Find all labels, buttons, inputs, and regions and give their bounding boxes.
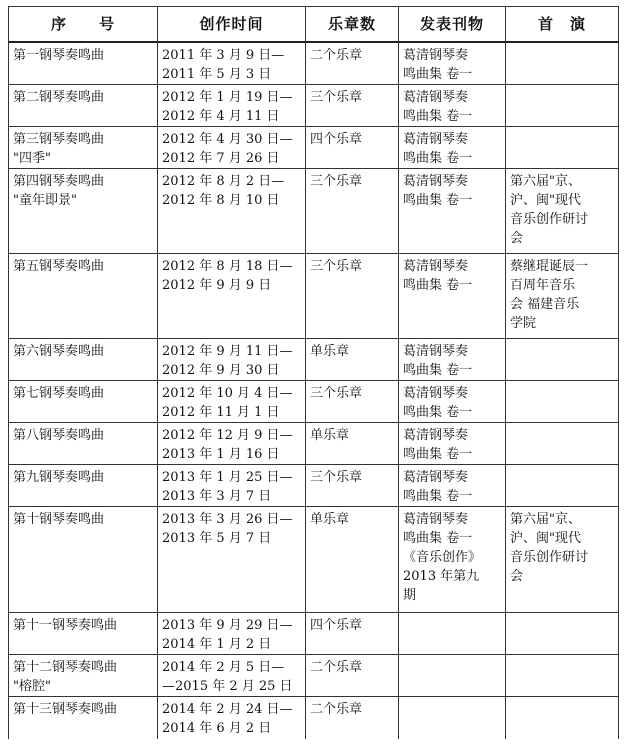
sonata-name-line: 第九钢琴奏鸣曲 xyxy=(13,470,105,485)
composition-time-line: 2012 年 9 月 11 日— xyxy=(162,344,293,359)
publication-cell xyxy=(399,169,506,254)
movement-count-text: 三个乐章 xyxy=(310,259,363,274)
composition-time-line: 2013 年 3 月 7 日 xyxy=(162,489,272,504)
publication-line: 鸣曲集 卷一 xyxy=(403,151,473,166)
premiere-cell xyxy=(506,339,619,381)
sonata-name-line: 第七钢琴奏鸣曲 xyxy=(13,386,105,401)
publication-cell xyxy=(399,254,506,339)
sonata-name-line: "童年即景" xyxy=(13,193,77,208)
publication-line: 鸣曲集 卷一 xyxy=(403,447,473,462)
premiere-cell xyxy=(506,423,619,465)
sonata-name-cell xyxy=(9,254,158,339)
publication-cell xyxy=(399,423,506,465)
table-row xyxy=(9,42,619,85)
publication-cell xyxy=(399,507,506,613)
publication-line: 鸣曲集 卷一 xyxy=(403,67,473,82)
publication-cell xyxy=(399,339,506,381)
sonata-name-cell xyxy=(9,42,158,85)
sonata-name-line: 第一钢琴奏鸣曲 xyxy=(13,48,105,63)
publication-line: 鸣曲集 卷一 xyxy=(403,363,473,378)
movement-count-cell xyxy=(306,381,399,423)
sonata-name-line: 第四钢琴奏鸣曲 xyxy=(13,174,105,189)
movement-count-text: 单乐章 xyxy=(310,428,350,443)
table-row xyxy=(9,697,619,739)
header-movement-count: 乐章数 xyxy=(306,7,399,43)
table-row xyxy=(9,254,619,339)
publication-line: 鸣曲集 卷一 xyxy=(403,193,473,208)
header-premiere: 首 演 xyxy=(506,7,619,43)
sonata-name-cell xyxy=(9,339,158,381)
composition-time-line: —2015 年 2 月 25 日 xyxy=(162,679,293,694)
publication-cell xyxy=(399,127,506,169)
sonata-name-cell xyxy=(9,85,158,127)
premiere-line: 会 xyxy=(510,569,524,584)
movement-count-text: 二个乐章 xyxy=(310,702,363,717)
premiere-cell xyxy=(506,42,619,85)
composition-time-cell xyxy=(158,613,306,655)
table-row xyxy=(9,423,619,465)
movement-count-cell xyxy=(306,655,399,697)
movement-count-text: 三个乐章 xyxy=(310,90,363,105)
publication-line: 鸣曲集 卷一 xyxy=(403,109,473,124)
publication-line: 鸣曲集 卷一 xyxy=(403,489,473,504)
composition-time-line: 2014 年 6 月 2 日 xyxy=(162,721,272,736)
table-row xyxy=(9,507,619,613)
header-publication: 发表刊物 xyxy=(399,7,506,43)
premiere-cell xyxy=(506,465,619,507)
movement-count-cell xyxy=(306,127,399,169)
composition-time-line: 2013 年 3 月 26 日— xyxy=(162,512,293,527)
composition-time-cell xyxy=(158,507,306,613)
table-row xyxy=(9,339,619,381)
movement-count-cell xyxy=(306,85,399,127)
composition-time-line: 2012 年 8 月 10 日 xyxy=(162,193,280,208)
composition-time-cell xyxy=(158,423,306,465)
sonata-name-line: 第三钢琴奏鸣曲 xyxy=(13,132,105,147)
composition-time-line: 2012 年 7 月 26 日 xyxy=(162,151,280,166)
premiere-cell xyxy=(506,613,619,655)
movement-count-cell xyxy=(306,613,399,655)
sonata-name-cell xyxy=(9,465,158,507)
composition-time-line: 2012 年 9 月 9 日 xyxy=(162,278,272,293)
sonata-name-cell xyxy=(9,507,158,613)
sonata-name-line: 第十二钢琴奏鸣曲 xyxy=(13,660,118,675)
table-row xyxy=(9,655,619,697)
composition-time-cell xyxy=(158,381,306,423)
sonata-name-cell xyxy=(9,381,158,423)
publication-line: 葛清钢琴奏 xyxy=(403,90,469,105)
publication-line: 2013 年第九 xyxy=(403,569,480,584)
premiere-line: 学院 xyxy=(510,316,537,331)
movement-count-cell xyxy=(306,697,399,739)
movement-count-cell xyxy=(306,42,399,85)
publication-line: 葛清钢琴奏 xyxy=(403,428,469,443)
publication-cell xyxy=(399,85,506,127)
composition-time-line: 2013 年 5 月 7 日 xyxy=(162,531,272,546)
composition-time-line: 2013 年 9 月 29 日— xyxy=(162,618,293,633)
premiere-line: 百周年音乐 xyxy=(510,278,576,293)
composition-time-line: 2013 年 1 月 16 日 xyxy=(162,447,280,462)
table-row xyxy=(9,465,619,507)
composition-time-line: 2012 年 4 月 30 日— xyxy=(162,132,293,147)
movement-count-text: 二个乐章 xyxy=(310,48,363,63)
composition-time-cell xyxy=(158,697,306,739)
premiere-line: 沪、闽"现代 xyxy=(510,531,581,546)
movement-count-cell xyxy=(306,507,399,613)
sonata-name-line: "四季" xyxy=(13,151,51,166)
movement-count-text: 四个乐章 xyxy=(310,132,363,147)
movement-count-text: 三个乐章 xyxy=(310,386,363,401)
table-row xyxy=(9,169,619,254)
publication-cell xyxy=(399,42,506,85)
movement-count-text: 三个乐章 xyxy=(310,470,363,485)
premiere-cell xyxy=(506,85,619,127)
premiere-cell xyxy=(506,169,619,254)
table-row xyxy=(9,613,619,655)
movement-count-text: 四个乐章 xyxy=(310,618,363,633)
sonata-name-line: 第八钢琴奏鸣曲 xyxy=(13,428,105,443)
premiere-line: 音乐创作研讨 xyxy=(510,550,589,565)
movement-count-cell xyxy=(306,169,399,254)
publication-cell xyxy=(399,613,506,655)
publication-cell xyxy=(399,697,506,739)
table-row xyxy=(9,127,619,169)
premiere-line: 音乐创作研讨 xyxy=(510,212,589,227)
header-number: 序 号 xyxy=(9,7,158,43)
sonata-name-cell xyxy=(9,169,158,254)
premiere-line: 蔡继琨诞辰一 xyxy=(510,259,589,274)
sonata-name-cell xyxy=(9,655,158,697)
movement-count-cell xyxy=(306,339,399,381)
composition-time-line: 2011 年 3 月 9 日— xyxy=(162,48,285,63)
sonata-name-line: 第六钢琴奏鸣曲 xyxy=(13,344,105,359)
sonata-name-line: 第十钢琴奏鸣曲 xyxy=(13,512,105,527)
sonata-name-line: 第二钢琴奏鸣曲 xyxy=(13,90,105,105)
premiere-cell xyxy=(506,254,619,339)
publication-cell xyxy=(399,655,506,697)
premiere-line: 沪、闽"现代 xyxy=(510,193,581,208)
publication-cell xyxy=(399,465,506,507)
sonata-catalog-table xyxy=(8,6,619,739)
movement-count-text: 二个乐章 xyxy=(310,660,363,675)
composition-time-cell xyxy=(158,169,306,254)
publication-line: 《音乐创作》 xyxy=(403,550,482,565)
composition-time-line: 2013 年 1 月 25 日— xyxy=(162,470,293,485)
publication-line: 鸣曲集 卷一 xyxy=(403,278,473,293)
composition-time-line: 2012 年 11 月 1 日 xyxy=(162,405,280,420)
composition-time-cell xyxy=(158,465,306,507)
sonata-name-line: 第十一钢琴奏鸣曲 xyxy=(13,618,118,633)
composition-time-line: 2014 年 1 月 2 日 xyxy=(162,637,272,652)
sonata-name-line: "榕腔" xyxy=(13,679,51,694)
composition-time-line: 2014 年 2 月 24 日— xyxy=(162,702,293,717)
publication-line: 期 xyxy=(403,588,417,603)
publication-line: 葛清钢琴奏 xyxy=(403,259,469,274)
sonata-name-line: 第五钢琴奏鸣曲 xyxy=(13,259,105,274)
composition-time-line: 2012 年 12 月 9 日— xyxy=(162,428,293,443)
composition-time-cell xyxy=(158,655,306,697)
composition-time-line: 2012 年 8 月 2 日— xyxy=(162,174,285,189)
premiere-line: 第六届"京、 xyxy=(510,174,581,189)
composition-time-line: 2012 年 4 月 11 日 xyxy=(162,109,280,124)
publication-line: 葛清钢琴奏 xyxy=(403,48,469,63)
publication-line: 鸣曲集 卷一 xyxy=(403,531,473,546)
composition-time-line: 2012 年 10 月 4 日— xyxy=(162,386,293,401)
composition-time-line: 2012 年 8 月 18 日— xyxy=(162,259,293,274)
premiere-line: 会 xyxy=(510,231,524,246)
sonata-name-line: 第十三钢琴奏鸣曲 xyxy=(13,702,118,717)
publication-line: 葛清钢琴奏 xyxy=(403,344,469,359)
composition-time-line: 2014 年 2 月 5 日— xyxy=(162,660,285,675)
table-row xyxy=(9,85,619,127)
premiere-line: 会 福建音乐 xyxy=(510,297,580,312)
publication-line: 葛清钢琴奏 xyxy=(403,132,469,147)
sonata-name-cell xyxy=(9,613,158,655)
publication-cell xyxy=(399,381,506,423)
header-row xyxy=(9,7,619,43)
composition-time-line: 2012 年 9 月 30 日 xyxy=(162,363,280,378)
movement-count-cell xyxy=(306,423,399,465)
premiere-cell xyxy=(506,655,619,697)
composition-time-cell xyxy=(158,127,306,169)
publication-line: 葛清钢琴奏 xyxy=(403,174,469,189)
movement-count-cell xyxy=(306,254,399,339)
sonata-name-cell xyxy=(9,697,158,739)
movement-count-text: 单乐章 xyxy=(310,512,350,527)
composition-time-line: 2012 年 1 月 19 日— xyxy=(162,90,293,105)
publication-line: 葛清钢琴奏 xyxy=(403,512,469,527)
premiere-cell xyxy=(506,381,619,423)
movement-count-cell xyxy=(306,465,399,507)
composition-time-line: 2011 年 5 月 3 日 xyxy=(162,67,272,82)
publication-line: 葛清钢琴奏 xyxy=(403,386,469,401)
composition-time-cell xyxy=(158,42,306,85)
publication-line: 鸣曲集 卷一 xyxy=(403,405,473,420)
premiere-cell xyxy=(506,127,619,169)
header-composition-time: 创作时间 xyxy=(158,7,306,43)
premiere-cell xyxy=(506,697,619,739)
premiere-cell xyxy=(506,507,619,613)
composition-time-cell xyxy=(158,254,306,339)
movement-count-text: 单乐章 xyxy=(310,344,350,359)
sonata-name-cell xyxy=(9,127,158,169)
publication-line: 葛清钢琴奏 xyxy=(403,470,469,485)
table-row xyxy=(9,381,619,423)
composition-time-cell xyxy=(158,339,306,381)
premiere-line: 第六届"京、 xyxy=(510,512,581,527)
composition-time-cell xyxy=(158,85,306,127)
movement-count-text: 三个乐章 xyxy=(310,174,363,189)
sonata-name-cell xyxy=(9,423,158,465)
